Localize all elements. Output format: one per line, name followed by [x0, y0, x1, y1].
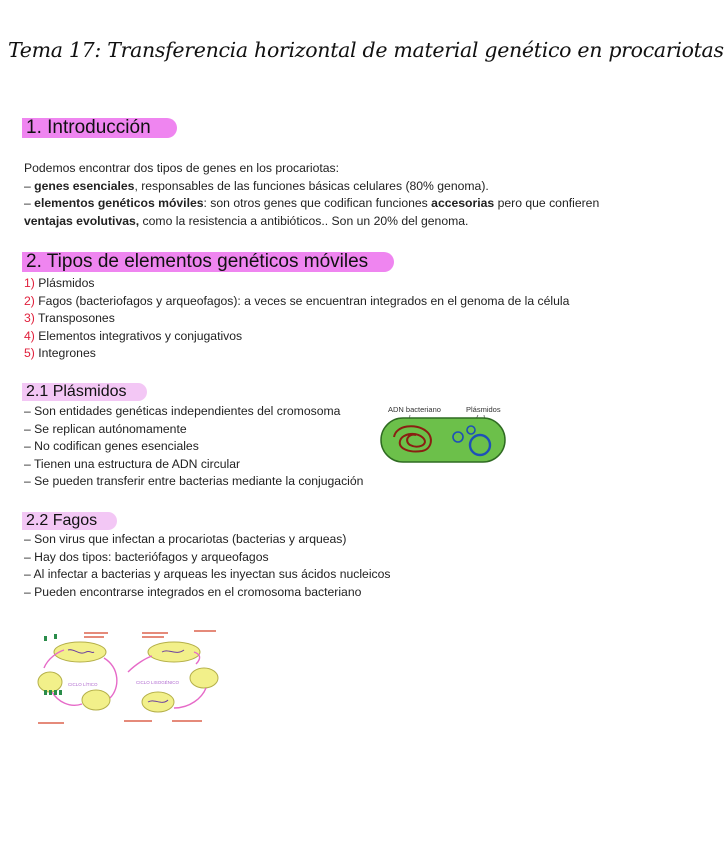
phage-cycle-diagram [24, 628, 224, 734]
list-item: – Hay dos tipos: bacteriófagos y arqueofagos [24, 549, 269, 564]
list-item: 5) Integrones [24, 346, 96, 361]
list-item: – Se pueden transferir entre bacterias mediante la conjugación [24, 474, 364, 489]
bacterial-cell-figure [378, 403, 508, 465]
figure-label-dna: ADN bacteriano [388, 405, 441, 414]
section-heading-intro: 1. Introducción [22, 118, 177, 138]
list-item: – Tienen una estructura de ADN circular [24, 456, 241, 471]
section-heading-fagos: 2.2 Fagos [22, 512, 117, 530]
cell-left [38, 672, 62, 692]
list-item: – Al infectar a bacterias y arqueas les inyectan sus ácidos nucleicos [24, 567, 391, 582]
page-title: Tema 17: Transferencia horizontal de material genético en procariotas [8, 38, 724, 62]
list-item: 1) Plásmidos [24, 276, 95, 290]
list-item: – Pueden encontrarse integrados en el cromosoma bacteriano [24, 584, 362, 599]
lytic-label: CICLO LÍTICO [68, 682, 98, 687]
intro-paragraph: Podemos encontrar dos tipos de genes en los procariotas: – genes esenciales, responsables de las funciones básicas celulares (80% genoma). – elementos genéticos móviles: son otros genes que codifican funciones accesorias pero que confieren ventajas evolutivas, como la resistencia a antibióticos.. Son un 20% del genoma. [24, 161, 600, 228]
cell-bottom-left [82, 690, 110, 710]
figure-label-plasmids: Plásmidos [466, 405, 501, 414]
cell-top-left [54, 642, 106, 662]
list-item: 3) Transposones [24, 311, 115, 326]
section-heading-tipos: 2. Tipos de elementos genéticos móviles [22, 252, 394, 272]
cell-right [190, 668, 218, 688]
plasmidos-list [24, 403, 363, 491]
section-heading-plasmidos: 2.1 Plásmidos [22, 383, 147, 401]
lysogenic-label: CICLO LISOGÉNICO [136, 680, 180, 685]
list-item: – No codifican genes esenciales [24, 439, 199, 454]
list-item: 4) Elementos integrativos y conjugativos [24, 328, 243, 343]
fagos-list [24, 531, 391, 601]
list-item: – Se replican autónomamente [24, 421, 187, 436]
tipos-list [24, 275, 569, 363]
list-item: – Son virus que infectan a procariotas (bacterias y arqueas) [24, 532, 347, 546]
list-item: 2) Fagos (bacteriofagos y arqueofagos): a veces se encuentran integrados en el genoma de la célula [24, 293, 570, 308]
list-item: – Son entidades genéticas independientes del cromosoma [24, 404, 341, 418]
